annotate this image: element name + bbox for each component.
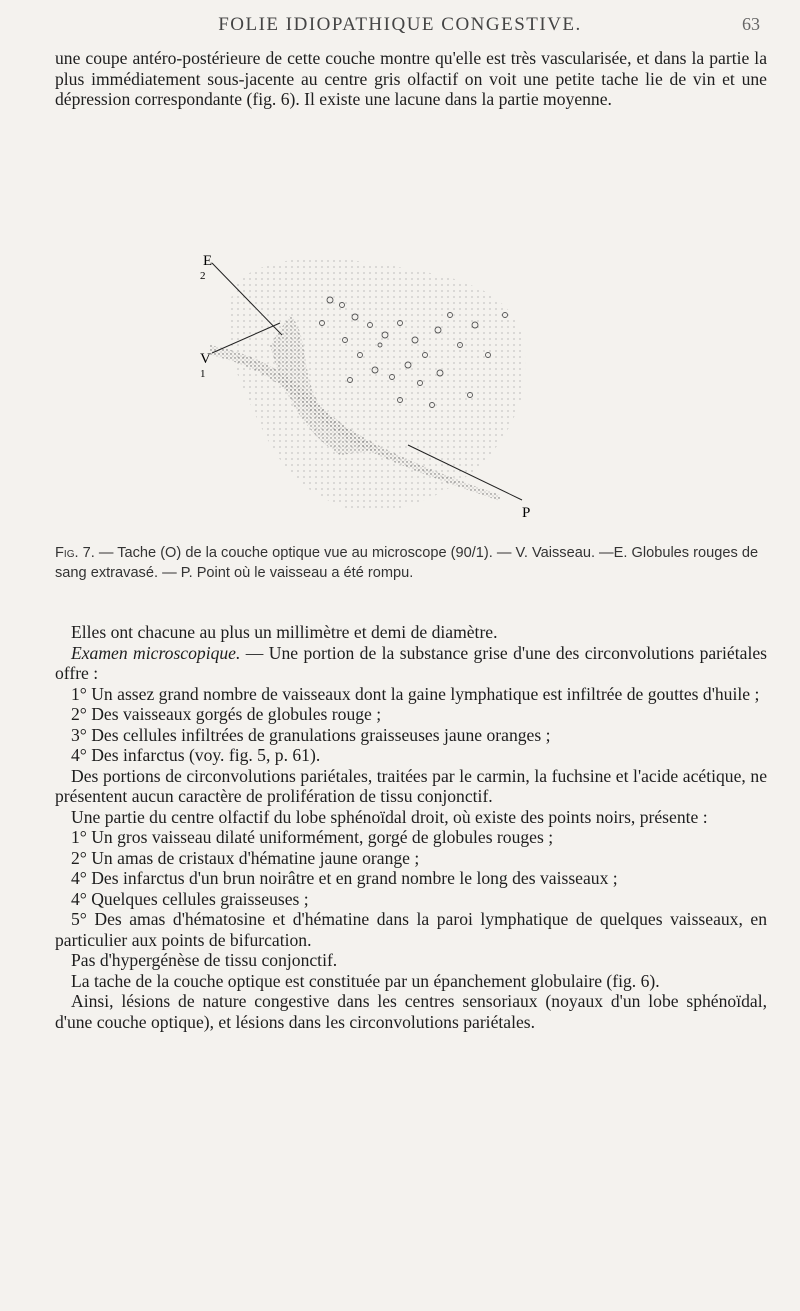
list-item: 4° Quelques cellules graisseuses ; — [71, 888, 309, 909]
label-v-num: 1 — [200, 368, 206, 380]
label-e-num: 2 — [200, 270, 206, 282]
running-title: FOLIE IDIOPATHIQUE CONGESTIVE. — [218, 14, 582, 35]
microscope-figure — [170, 205, 570, 530]
body-text — [55, 622, 767, 1032]
list-item: 3° Des cellules infiltrées de granulations graisseuses jaune oranges ; — [71, 724, 551, 745]
list-item: 5° Des amas d'hématosine et d'hématine dans la paroi lymphatique de quelques vaisseaux, en particulier aux points de bifurcation. — [55, 909, 767, 950]
caption-text: — Tache (O) de la couche optique vue au microscope (90/1). — V. Vaisseau. —E. Globules rouges de sang extravasé. — P. Point où le vaisseau a été rompu. — [55, 545, 759, 581]
intro-paragraph: une coupe antéro-postérieure de cette couche montre qu'elle est très vascularisée, et dans la partie la plus immédiatement sous-jacente au centre gris olfactif on voit une petite tache lie de vin et une dépression correspondante (fig. 6). Il existe une lacune dans la partie moyenne. — [55, 48, 767, 109]
tissue-region — [227, 259, 525, 512]
intro-block — [55, 48, 767, 110]
label-p: P — [522, 505, 531, 521]
page-number: 63 — [742, 14, 760, 34]
list-item: 1° Un assez grand nombre de vaisseaux dont la gaine lymphatique est infiltrée de gouttes d'huile ; — [71, 683, 760, 704]
list-item: 4° Des infarctus d'un brun noirâtre et en grand nombre le long des vaisseaux ; — [71, 868, 618, 888]
figure-caption — [55, 543, 767, 583]
figure-number: Fig. 7. — [55, 545, 95, 561]
list-item: 2° Des vaisseaux gorgés de globules rouge ; — [71, 704, 382, 724]
paragraph-circonvolutions: Des portions de circonvolutions pariétales, traitées par le carmin, la fuchsine et l'acide acétique, ne présentent aucun caractère de prolifération de tissu conjonctif. — [55, 765, 767, 806]
label-v: V — [200, 351, 211, 367]
exam-title: Examen microscopique. — [71, 642, 241, 663]
paragraph-hypergenese: Pas d'hypergénèse de tissu conjonctif. — [71, 950, 338, 970]
list-item: 4° Des infarctus (voy. fig. 5, p. 61). — [71, 745, 321, 765]
exam-text: — Une portion de la substance grise d'une des circonvolutions pariétales offre : — [55, 642, 767, 683]
paragraph-diameter: Elles ont chacune au plus un millimètre et demi de diamètre. — [71, 622, 498, 642]
microscope-illustration — [170, 205, 570, 530]
running-head — [40, 14, 760, 40]
list-item: 2° Un amas de cristaux d'hématine jaune orange ; — [71, 847, 420, 868]
paragraph-conclusion: Ainsi, lésions de nature congestive dans les centres sensoriaux (noyaux d'un lobe sphénoïdal, d'une couche optique), et lésions dans les circonvolutions pariétales. — [55, 991, 767, 1032]
paragraph-tache: La tache de la couche optique est constituée par un épanchement globulaire (fig. 6). — [71, 970, 660, 991]
label-e: E — [203, 253, 213, 269]
paragraph-centre-olfactif: Une partie du centre olfactif du lobe sphénoïdal droit, où existe des points noirs, présente : — [71, 806, 708, 827]
paragraph-exam — [55, 643, 767, 684]
list-item: 1° Un gros vaisseau dilaté uniformément, gorgé de globules rouges ; — [71, 827, 554, 847]
